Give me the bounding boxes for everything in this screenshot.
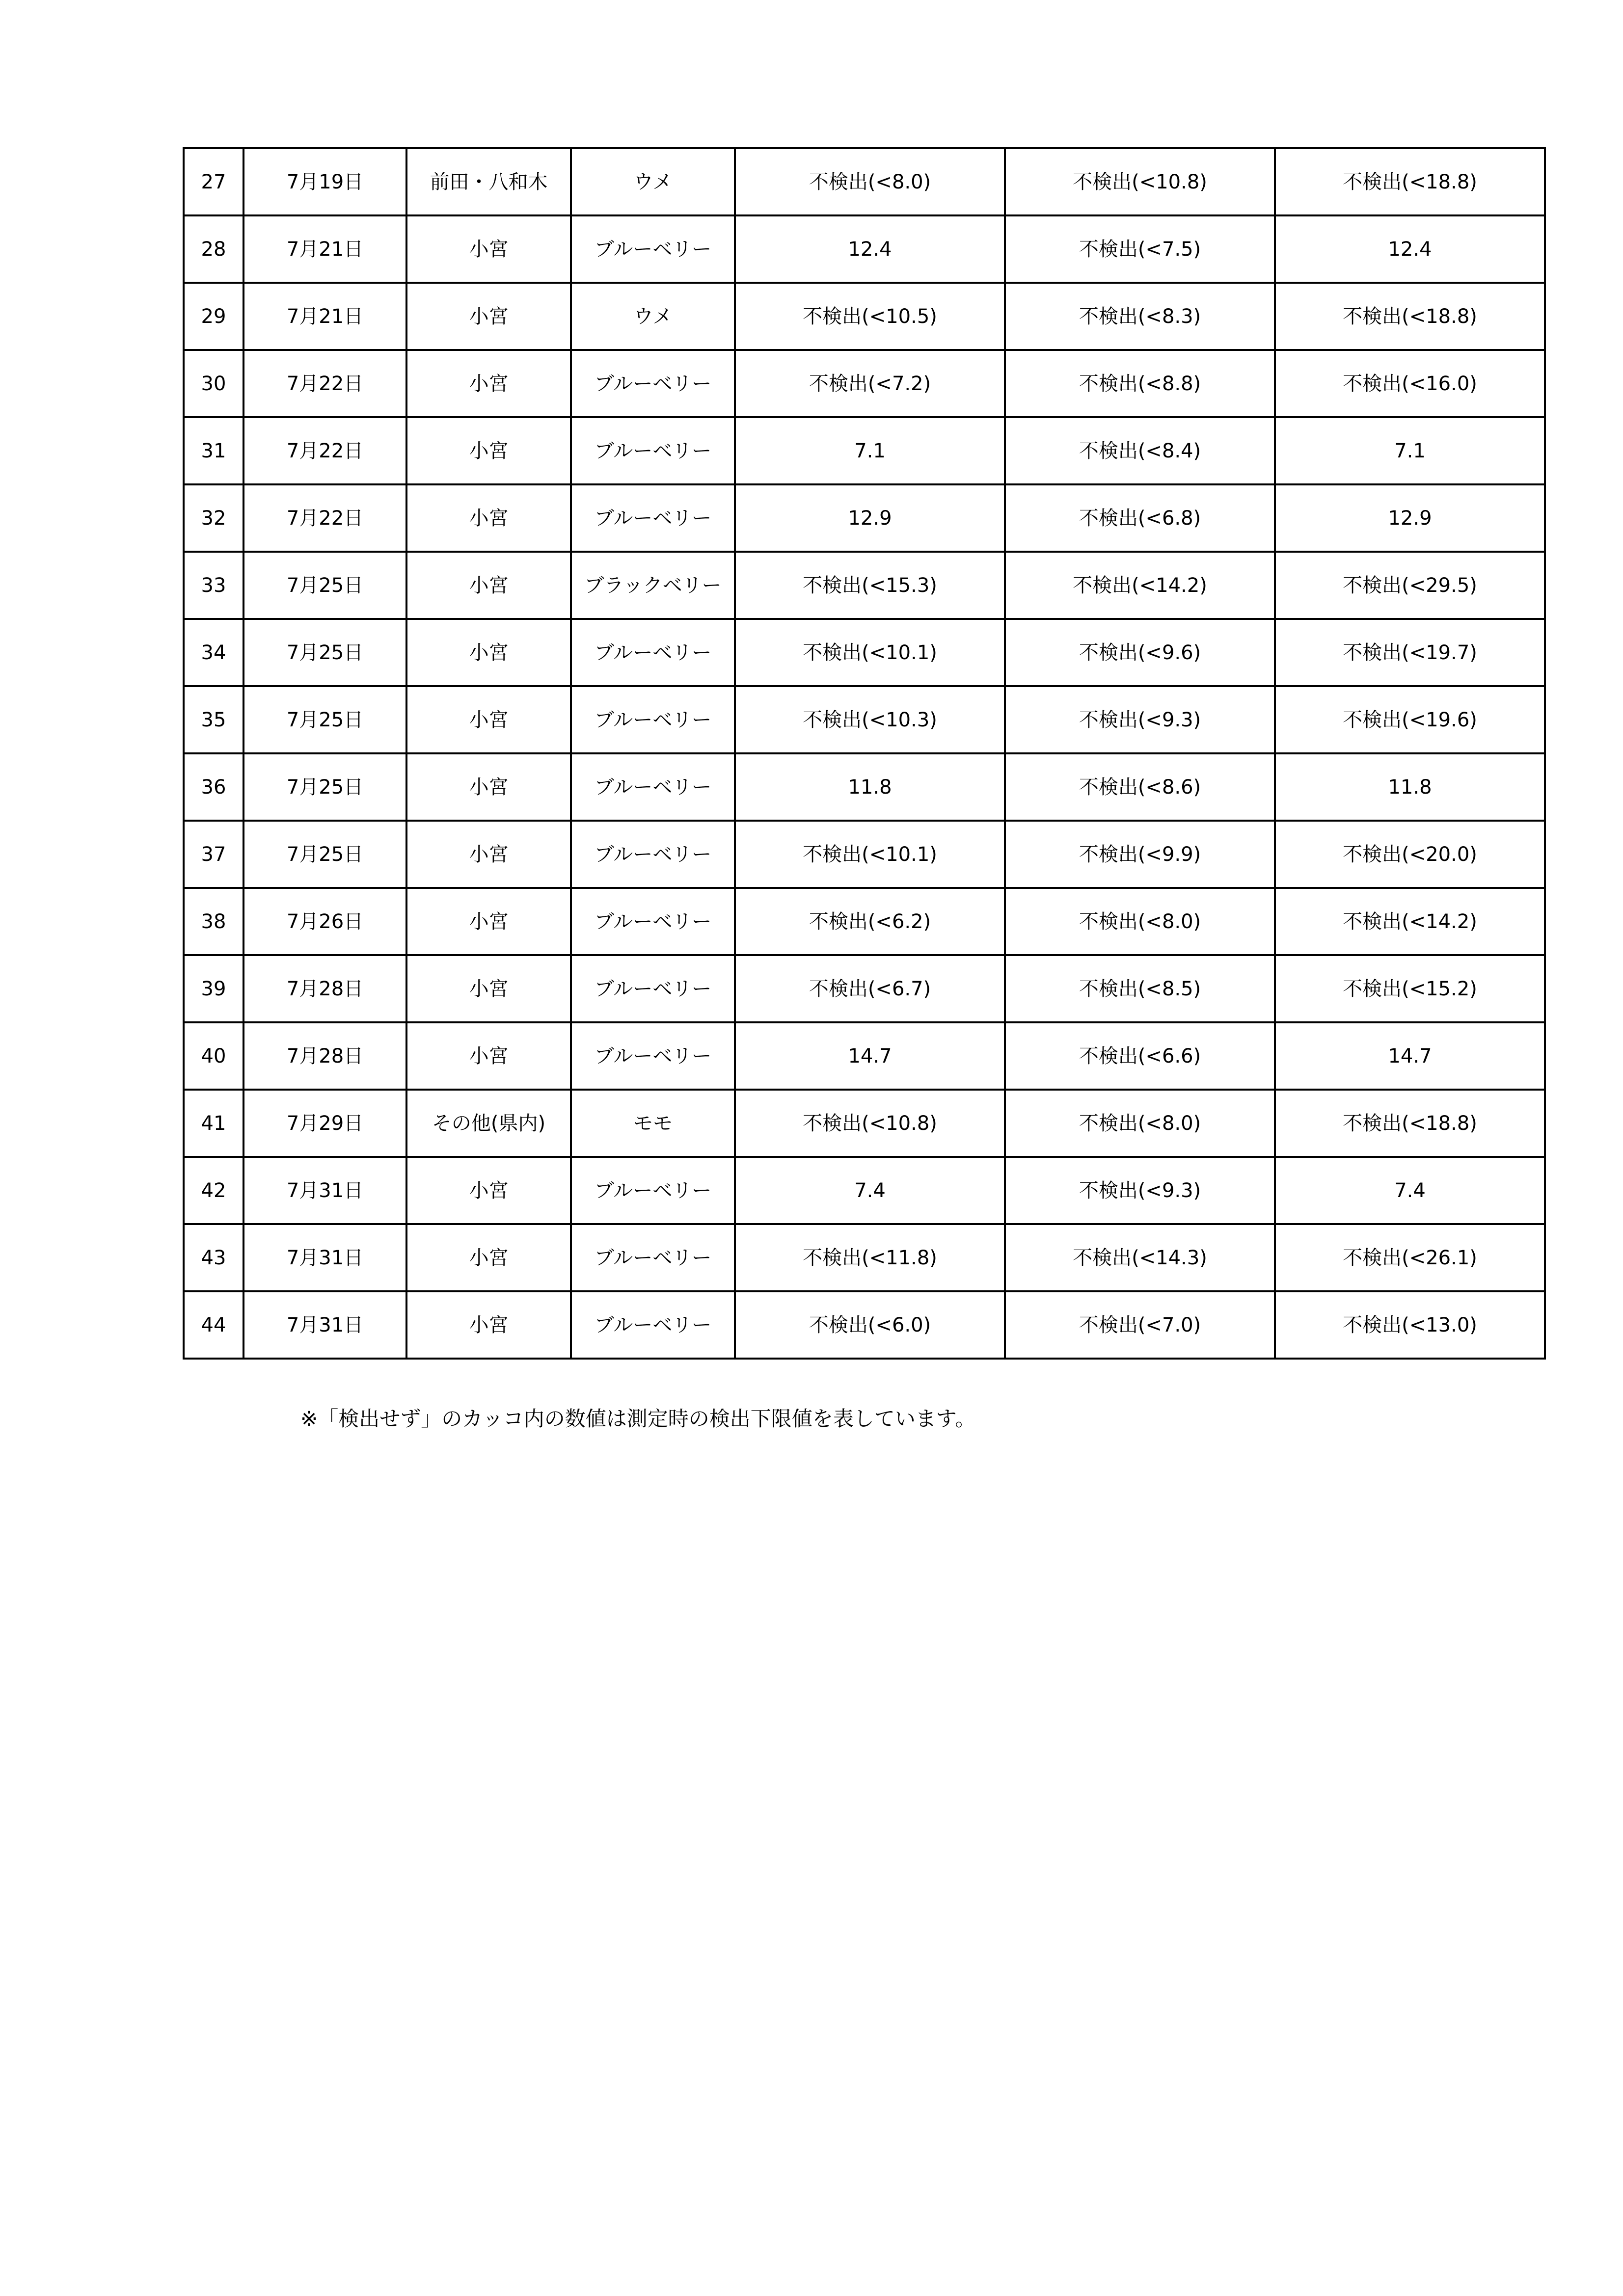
sample-number-cell: 31 — [184, 417, 243, 484]
sampling-date-cell: 7月21日 — [243, 283, 406, 350]
result-value-1-cell: 7.4 — [735, 1157, 1005, 1224]
sampling-date-cell: 7月25日 — [243, 619, 406, 686]
sampling-date-cell: 7月28日 — [243, 1022, 406, 1090]
table-row — [184, 888, 1545, 955]
sampling-date-cell: 7月28日 — [243, 955, 406, 1022]
sampling-area-cell: 小宮 — [406, 1291, 571, 1359]
result-value-2-cell: 不検出(<9.3) — [1005, 686, 1275, 753]
product-item-cell: ブルーベリー — [571, 1224, 735, 1291]
product-item-cell: ブルーベリー — [571, 753, 735, 821]
table-row — [184, 753, 1545, 821]
sampling-date-cell: 7月29日 — [243, 1090, 406, 1157]
sampling-area-cell: 小宮 — [406, 417, 571, 484]
result-value-2-cell: 不検出(<6.8) — [1005, 484, 1275, 552]
sampling-date-cell: 7月22日 — [243, 417, 406, 484]
result-value-2-cell: 不検出(<8.8) — [1005, 350, 1275, 417]
table-row — [184, 1090, 1545, 1157]
product-item-cell: モモ — [571, 1090, 735, 1157]
product-item-cell: ブルーベリー — [571, 1022, 735, 1090]
table-row — [184, 686, 1545, 753]
sample-number-cell: 27 — [184, 148, 243, 215]
sampling-date-cell: 7月25日 — [243, 753, 406, 821]
table-row — [184, 1022, 1545, 1090]
result-value-2-cell: 不検出(<9.3) — [1005, 1157, 1275, 1224]
table-row — [184, 619, 1545, 686]
result-value-2-cell: 不検出(<9.9) — [1005, 821, 1275, 888]
table-row — [184, 283, 1545, 350]
sampling-date-cell: 7月31日 — [243, 1157, 406, 1224]
sampling-area-cell: 小宮 — [406, 1224, 571, 1291]
result-value-1-cell: 不検出(<10.3) — [735, 686, 1005, 753]
sampling-area-cell: 小宮 — [406, 888, 571, 955]
product-item-cell: ブルーベリー — [571, 1157, 735, 1224]
sample-number-cell: 35 — [184, 686, 243, 753]
table-row — [184, 1291, 1545, 1359]
result-total-cell: 不検出(<29.5) — [1275, 552, 1545, 619]
sampling-area-cell: 小宮 — [406, 1157, 571, 1224]
sampling-date-cell: 7月31日 — [243, 1291, 406, 1359]
result-value-1-cell: 14.7 — [735, 1022, 1005, 1090]
sampling-date-cell: 7月19日 — [243, 148, 406, 215]
footnote: ※「検出せず」のカッコ内の数値は測定時の検出下限値を表しています。 — [300, 1407, 976, 1431]
product-item-cell: ブラックベリー — [571, 552, 735, 619]
result-total-cell: 不検出(<13.0) — [1275, 1291, 1545, 1359]
product-item-cell: ブルーベリー — [571, 955, 735, 1022]
sampling-date-cell: 7月25日 — [243, 821, 406, 888]
table-row — [184, 821, 1545, 888]
sample-number-cell: 38 — [184, 888, 243, 955]
product-item-cell: ブルーベリー — [571, 484, 735, 552]
result-value-2-cell: 不検出(<8.0) — [1005, 1090, 1275, 1157]
sample-number-cell: 28 — [184, 215, 243, 283]
result-value-2-cell: 不検出(<14.2) — [1005, 552, 1275, 619]
sampling-area-cell: 小宮 — [406, 350, 571, 417]
sample-number-cell: 43 — [184, 1224, 243, 1291]
result-value-1-cell: 7.1 — [735, 417, 1005, 484]
results-table-body — [184, 148, 1545, 1359]
result-total-cell: 12.9 — [1275, 484, 1545, 552]
table-row — [184, 215, 1545, 283]
result-total-cell: 不検出(<14.2) — [1275, 888, 1545, 955]
result-value-1-cell: 不検出(<10.8) — [735, 1090, 1005, 1157]
result-total-cell: 不検出(<26.1) — [1275, 1224, 1545, 1291]
sample-number-cell: 39 — [184, 955, 243, 1022]
results-table — [183, 147, 1546, 1360]
sampling-area-cell: 小宮 — [406, 955, 571, 1022]
sample-number-cell: 33 — [184, 552, 243, 619]
sampling-date-cell: 7月26日 — [243, 888, 406, 955]
result-total-cell: 11.8 — [1275, 753, 1545, 821]
sampling-area-cell: 小宮 — [406, 552, 571, 619]
result-value-2-cell: 不検出(<14.3) — [1005, 1224, 1275, 1291]
sampling-area-cell: 前田・八和木 — [406, 148, 571, 215]
result-value-1-cell: 12.9 — [735, 484, 1005, 552]
sample-number-cell: 30 — [184, 350, 243, 417]
result-value-1-cell: 不検出(<6.0) — [735, 1291, 1005, 1359]
result-value-1-cell: 不検出(<8.0) — [735, 148, 1005, 215]
table-row — [184, 350, 1545, 417]
result-value-2-cell: 不検出(<8.6) — [1005, 753, 1275, 821]
result-value-2-cell: 不検出(<7.0) — [1005, 1291, 1275, 1359]
result-total-cell: 12.4 — [1275, 215, 1545, 283]
product-item-cell: ブルーベリー — [571, 215, 735, 283]
result-value-2-cell: 不検出(<8.4) — [1005, 417, 1275, 484]
result-value-1-cell: 不検出(<10.1) — [735, 619, 1005, 686]
sample-number-cell: 44 — [184, 1291, 243, 1359]
result-total-cell: 14.7 — [1275, 1022, 1545, 1090]
sample-number-cell: 32 — [184, 484, 243, 552]
sample-number-cell: 29 — [184, 283, 243, 350]
product-item-cell: ウメ — [571, 283, 735, 350]
sampling-area-cell: 小宮 — [406, 283, 571, 350]
table-row — [184, 552, 1545, 619]
result-total-cell: 不検出(<18.8) — [1275, 283, 1545, 350]
result-total-cell: 7.1 — [1275, 417, 1545, 484]
result-value-2-cell: 不検出(<8.3) — [1005, 283, 1275, 350]
table-row — [184, 1224, 1545, 1291]
sampling-area-cell: その他(県内) — [406, 1090, 571, 1157]
result-value-1-cell: 不検出(<11.8) — [735, 1224, 1005, 1291]
result-total-cell: 7.4 — [1275, 1157, 1545, 1224]
result-total-cell: 不検出(<20.0) — [1275, 821, 1545, 888]
result-total-cell: 不検出(<19.7) — [1275, 619, 1545, 686]
sample-number-cell: 42 — [184, 1157, 243, 1224]
result-value-1-cell: 不検出(<6.7) — [735, 955, 1005, 1022]
sample-number-cell: 34 — [184, 619, 243, 686]
sampling-area-cell: 小宮 — [406, 1022, 571, 1090]
result-value-2-cell: 不検出(<8.0) — [1005, 888, 1275, 955]
table-row — [184, 955, 1545, 1022]
result-total-cell: 不検出(<18.8) — [1275, 148, 1545, 215]
table-row — [184, 484, 1545, 552]
sampling-date-cell: 7月22日 — [243, 484, 406, 552]
result-value-1-cell: 不検出(<6.2) — [735, 888, 1005, 955]
result-value-1-cell: 11.8 — [735, 753, 1005, 821]
product-item-cell: ブルーベリー — [571, 417, 735, 484]
sampling-date-cell: 7月25日 — [243, 552, 406, 619]
sampling-area-cell: 小宮 — [406, 215, 571, 283]
result-total-cell: 不検出(<18.8) — [1275, 1090, 1545, 1157]
sampling-area-cell: 小宮 — [406, 753, 571, 821]
result-value-2-cell: 不検出(<9.6) — [1005, 619, 1275, 686]
table-row — [184, 1157, 1545, 1224]
table-row — [184, 148, 1545, 215]
product-item-cell: ブルーベリー — [571, 619, 735, 686]
product-item-cell: ブルーベリー — [571, 1291, 735, 1359]
result-value-2-cell: 不検出(<10.8) — [1005, 148, 1275, 215]
product-item-cell: ブルーベリー — [571, 821, 735, 888]
product-item-cell: ブルーベリー — [571, 686, 735, 753]
result-value-1-cell: 不検出(<10.1) — [735, 821, 1005, 888]
sampling-area-cell: 小宮 — [406, 686, 571, 753]
sampling-date-cell: 7月25日 — [243, 686, 406, 753]
result-total-cell: 不検出(<19.6) — [1275, 686, 1545, 753]
result-value-1-cell: 不検出(<7.2) — [735, 350, 1005, 417]
result-value-1-cell: 12.4 — [735, 215, 1005, 283]
sample-number-cell: 37 — [184, 821, 243, 888]
result-value-2-cell: 不検出(<8.5) — [1005, 955, 1275, 1022]
result-value-1-cell: 不検出(<10.5) — [735, 283, 1005, 350]
product-item-cell: ブルーベリー — [571, 888, 735, 955]
result-total-cell: 不検出(<15.2) — [1275, 955, 1545, 1022]
sample-number-cell: 40 — [184, 1022, 243, 1090]
result-value-2-cell: 不検出(<7.5) — [1005, 215, 1275, 283]
sample-number-cell: 41 — [184, 1090, 243, 1157]
table-row — [184, 417, 1545, 484]
product-item-cell: ブルーベリー — [571, 350, 735, 417]
sampling-date-cell: 7月22日 — [243, 350, 406, 417]
sampling-date-cell: 7月21日 — [243, 215, 406, 283]
result-value-1-cell: 不検出(<15.3) — [735, 552, 1005, 619]
result-value-2-cell: 不検出(<6.6) — [1005, 1022, 1275, 1090]
result-total-cell: 不検出(<16.0) — [1275, 350, 1545, 417]
sampling-area-cell: 小宮 — [406, 619, 571, 686]
sampling-date-cell: 7月31日 — [243, 1224, 406, 1291]
sampling-area-cell: 小宮 — [406, 484, 571, 552]
product-item-cell: ウメ — [571, 148, 735, 215]
sampling-area-cell: 小宮 — [406, 821, 571, 888]
sample-number-cell: 36 — [184, 753, 243, 821]
